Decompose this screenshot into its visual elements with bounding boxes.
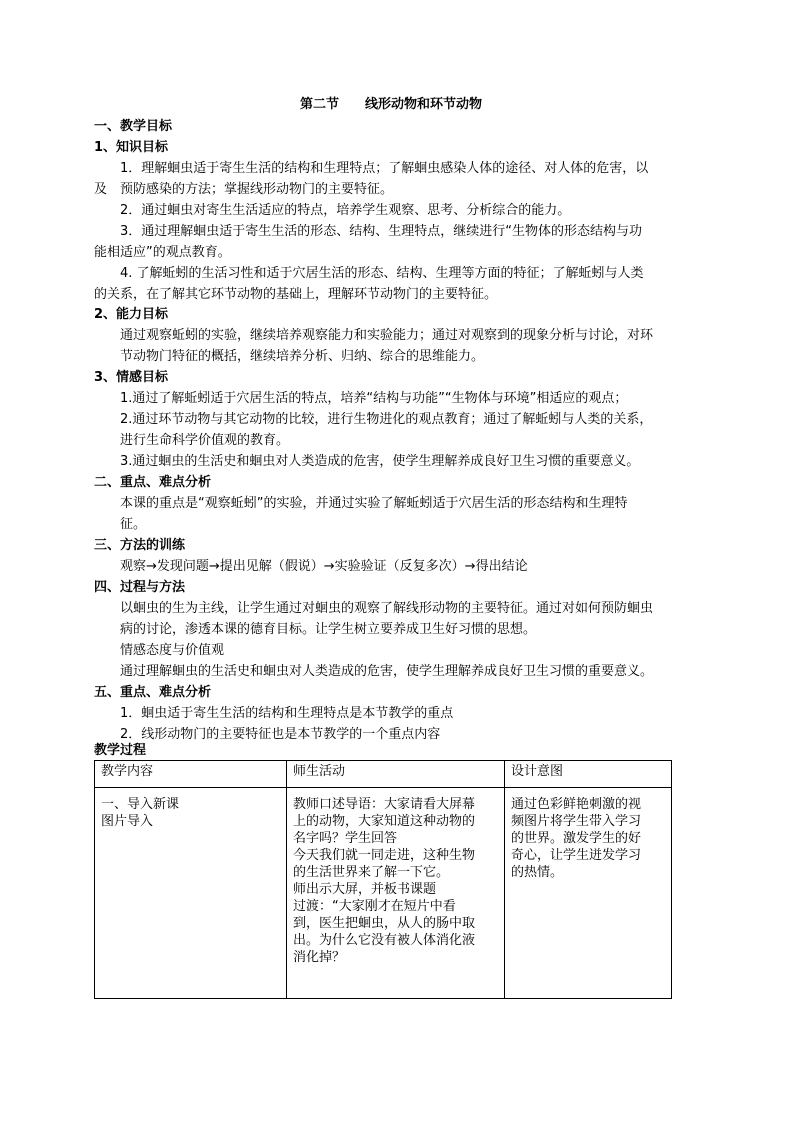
text-line: 通过理解蛔虫的生活史和蛔虫对人类造成的危害，使学生理解养成良好卫生习惯的重要意义。 [120, 664, 654, 679]
cell-line: 消化掉？ [293, 950, 346, 965]
text-line: 1．理解蛔虫适于寄生生活的结构和生理特点；了解蛔虫感染人体的途径、对人体的危害，以 [120, 161, 649, 176]
section-heading-key-points: 二、重点、难点分析 [94, 475, 212, 490]
cell-line: 师出示大屏，并板书课题 [293, 882, 437, 897]
text-line: 4. 了解蚯蚓的生活习性和适于穴居生活的形态、结构、生理等方面的特征；了解蚯蚓与人类 [120, 266, 644, 281]
subheading-ability: 2、能力目标 [94, 307, 169, 322]
text-line: 情感态度与价值观 [120, 643, 225, 658]
text-line: 进行生命科学价值观的教育。 [120, 433, 290, 448]
text-line: 1．蛔虫适于寄生生活的结构和生理特点是本节教学的重点 [120, 706, 454, 721]
text-line: 本课的重点是“观察蚯蚓”的实验，并通过实验了解蚯蚓适于穴居生活的形态结构和生理特 [120, 496, 628, 511]
cell-content [95, 788, 287, 999]
teaching-process-heading: 教学过程 [94, 743, 147, 758]
cell-activity [287, 788, 505, 999]
cell-line: 频图片将学生带入学习 [511, 814, 642, 829]
text-line: 观察→发现问题→提出见解（假说）→实验验证（反复多次）→得出结论 [120, 559, 528, 574]
section-heading-method: 三、方法的训练 [94, 538, 186, 553]
table-row [95, 788, 672, 999]
cell-line: 的生活世界来了解一下它。 [293, 865, 450, 880]
text-line: 及 预防感染的方法；掌握线形动物门的主要特征。 [94, 182, 394, 197]
cell-line: 通过色彩鲜艳刺激的视 [511, 797, 642, 812]
cell-line: 的热情。 [511, 865, 564, 880]
cell-line: 名字吗？学生回答 [293, 831, 398, 846]
text-line: 通过观察蚯蚓的实验，继续培养观察能力和实验能力；通过对观察到的现象分析与讨论，对环 [120, 328, 654, 343]
header-cell-activity: 师生活动 [287, 761, 505, 788]
subheading-emotion: 3、情感目标 [94, 370, 169, 385]
text-line: 以蛔虫的生为主线，让学生通过对蛔虫的观察了解线形动物的主要特征。通过对如何预防蛔虫 [120, 601, 654, 616]
teaching-process-table [94, 760, 672, 999]
section-heading-key-points-2: 五、重点、难点分析 [94, 685, 212, 700]
table-header-row [95, 761, 672, 788]
cell-line: 教师口述导语：大家请看大屏幕 [293, 797, 476, 812]
cell-line: 到，医生把蛔虫，从人的肠中取 [293, 916, 476, 931]
text-line: 2.通过环节动物与其它动物的比较，进行生物进化的观点教育；通过了解蚯蚓与人类的关系， [120, 412, 653, 427]
cell-line: 图片导入 [101, 814, 154, 829]
text-line: 能相适应”的观点教育。 [94, 245, 231, 260]
text-line: 2．通过蛔虫对寄生生活适应的特点，培养学生观察、思考、分析综合的能力。 [120, 203, 571, 218]
text-line: 节动物门特征的概括，继续培养分析、归纳、综合的思维能力。 [120, 349, 485, 364]
cell-line: 的世界。激发学生的好 [511, 831, 642, 846]
section-heading-objectives: 一、教学目标 [94, 119, 173, 134]
text-line: 3．通过理解蛔虫适于寄生生活的形态、结构、生理特点，继续进行“生物体的形态结构与功 [120, 224, 643, 239]
text-line: 的关系，在了解其它环节动物的基础上，理解环节动物门的主要特征。 [94, 287, 498, 302]
text-line: 病的讨论，渗透本课的德育目标。让学生树立要养成卫生好习惯的思想。 [120, 622, 537, 637]
subheading-knowledge: 1、知识目标 [94, 140, 169, 155]
cell-line: 一、导入新课 [101, 797, 180, 812]
text-line: 1.通过了解蚯蚓适于穴居生活的特点，培养“结构与功能”“生物体与环境”相适应的观点； [120, 391, 628, 406]
header-cell-intent: 设计意图 [505, 761, 672, 788]
cell-line: 出。为什么它没有被人体消化液 [293, 933, 476, 948]
cell-line: 过渡：“大家刚才在短片中看 [293, 899, 456, 914]
cell-line: 今天我们就一同走进，这种生物 [293, 848, 476, 863]
text-line: 征。 [120, 517, 147, 532]
document-title: 第二节 线形动物和环节动物 [300, 97, 483, 112]
cell-line: 上的动物，大家知道这种动物的 [293, 814, 476, 829]
header-cell-content: 教学内容 [95, 761, 287, 788]
cell-intent [505, 788, 672, 999]
text-line: 3.通过蛔虫的生活史和蛔虫对人类造成的危害，使学生理解养成良好卫生习惯的重要意义。 [120, 454, 640, 469]
section-heading-process: 四、过程与方法 [94, 580, 186, 595]
text-line: 2．线形动物门的主要特征也是本节教学的一个重点内容 [120, 727, 441, 742]
cell-line: 奇心，让学生迸发学习 [511, 848, 642, 863]
